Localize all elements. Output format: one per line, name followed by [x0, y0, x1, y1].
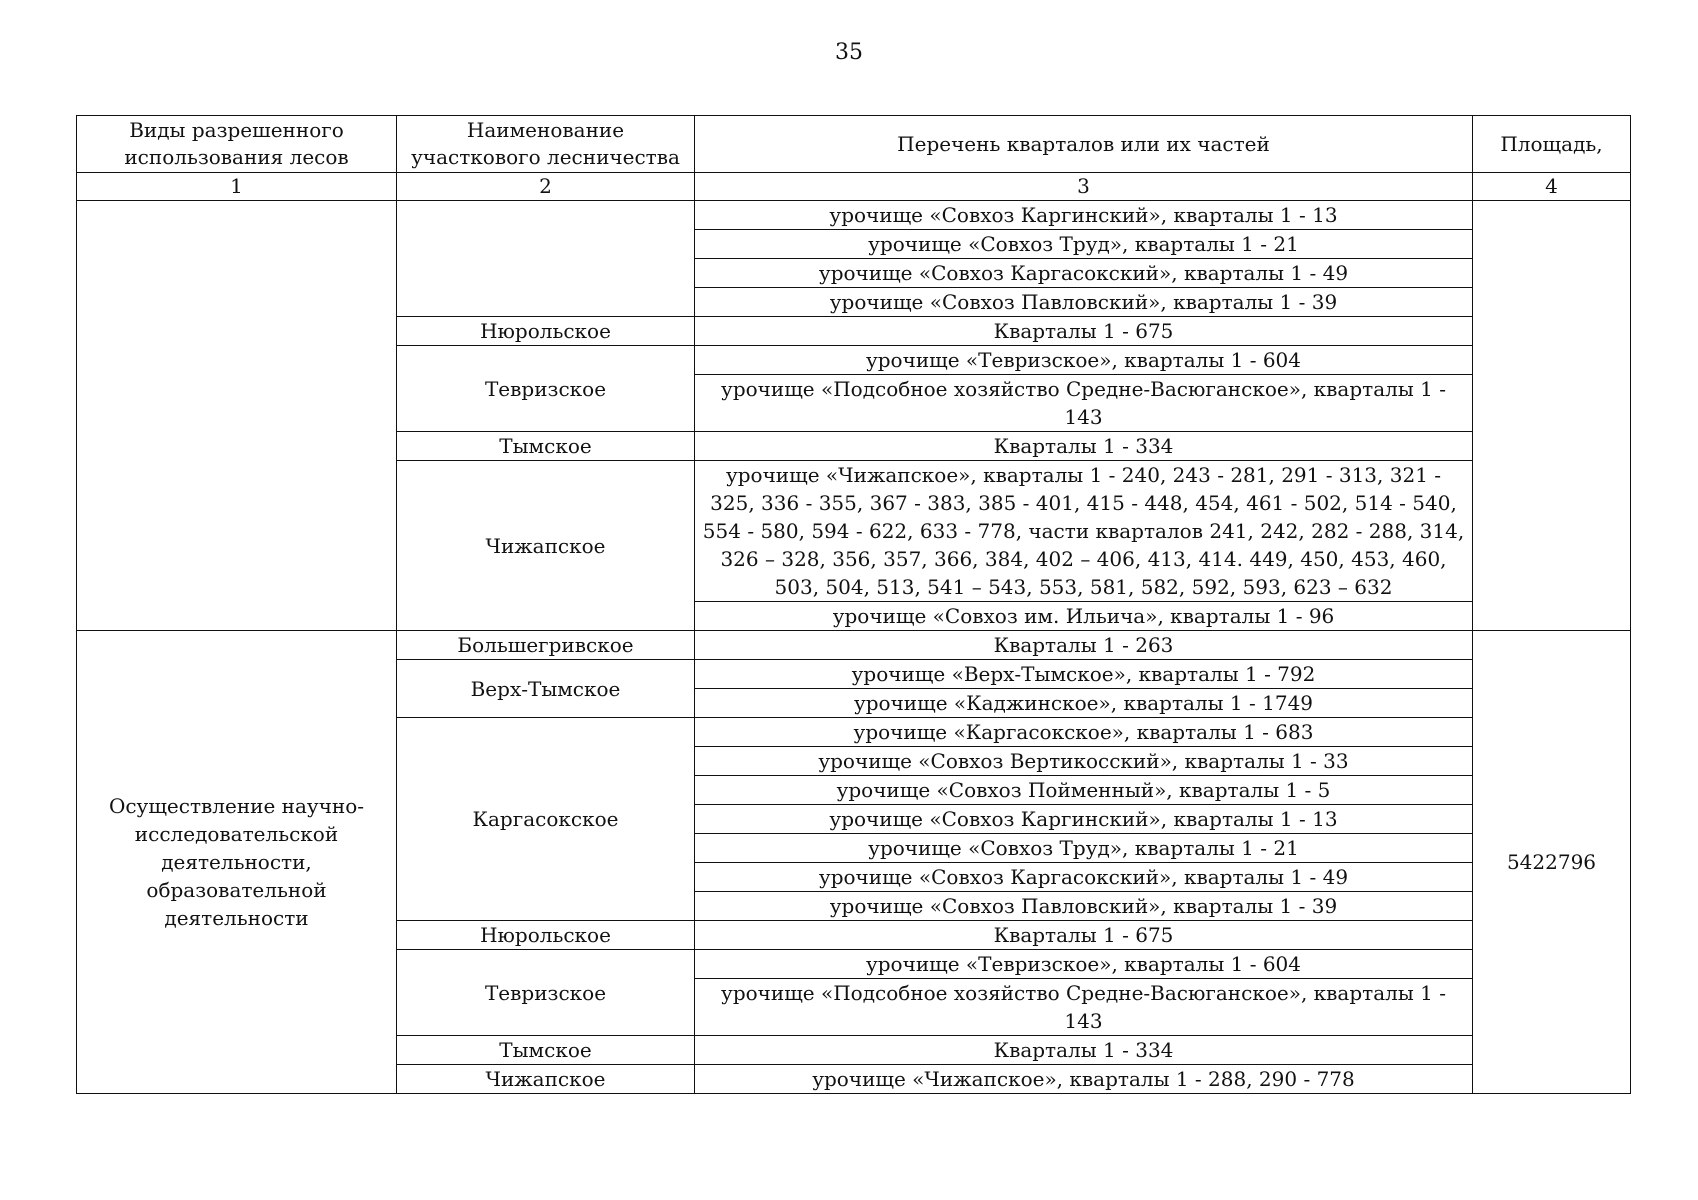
quarters-cell: Кварталы 1 - 334 — [695, 432, 1473, 461]
quarters-cell: урочище «Совхоз Труд», кварталы 1 - 21 — [695, 834, 1473, 863]
quarters-cell: урочище «Совхоз Каргинский», кварталы 1 - 13 — [695, 201, 1473, 230]
page-number: 35 — [835, 40, 863, 65]
header-forestry: Наименование участкового лесничества — [397, 116, 695, 173]
quarters-cell: урочище «Чижапское», кварталы 1 - 240, 243 - 281, 291 - 313, 321 - 325, 336 - 355, 367 - 383, 385 - 401, 415 - 448, 454, 461 - 502, 514 - 540, 554 - 580, 594 - 622, 633 - 778, части кварталов 241, 242, 282 - 288, 314, 326 – 328, 356, 357, 366, 384, 402 – 406, 413, 414. 449, 450, 453, 460, 503, 504, 513, 541 – 543, 553, 581, 582, 592, 593, 623 – 632 — [695, 461, 1473, 602]
quarters-cell: урочище «Совхоз Каргинский», кварталы 1 - 13 — [695, 805, 1473, 834]
use-type-cell: Осуществление научно-исследовательской деятельности, образовательной деятельности — [77, 631, 397, 1094]
column-number: 4 — [1473, 173, 1631, 201]
column-number: 3 — [695, 173, 1473, 201]
forest-quarters-table — [76, 115, 1631, 1094]
quarters-cell: урочище «Совхоз Каргасокский», кварталы 1 - 49 — [695, 259, 1473, 288]
quarters-cell: урочище «Совхоз Вертикосский», кварталы 1 - 33 — [695, 747, 1473, 776]
quarters-cell: урочище «Верх-Тымское», кварталы 1 - 792 — [695, 660, 1473, 689]
forestry-cell: Чижапское — [397, 461, 695, 631]
quarters-cell: урочище «Тевризское», кварталы 1 - 604 — [695, 346, 1473, 375]
quarters-cell: Кварталы 1 - 263 — [695, 631, 1473, 660]
column-number-row — [77, 173, 1631, 201]
quarters-cell: урочище «Совхоз Пойменный», кварталы 1 - 5 — [695, 776, 1473, 805]
forestry-cell: Верх-Тымское — [397, 660, 695, 718]
quarters-cell: урочище «Чижапское», кварталы 1 - 288, 290 - 778 — [695, 1065, 1473, 1094]
quarters-cell: урочище «Совхоз им. Ильича», кварталы 1 - 96 — [695, 602, 1473, 631]
quarters-cell: урочище «Совхоз Каргасокский», кварталы 1 - 49 — [695, 863, 1473, 892]
forestry-cell: Нюрольское — [397, 317, 695, 346]
table-row — [77, 631, 1631, 660]
table-row — [77, 201, 1631, 230]
quarters-cell: урочище «Совхоз Павловский», кварталы 1 - 39 — [695, 288, 1473, 317]
header-row — [77, 116, 1631, 173]
forestry-cell: Тымское — [397, 1036, 695, 1065]
quarters-cell: урочище «Каргасокское», кварталы 1 - 683 — [695, 718, 1473, 747]
quarters-cell: Кварталы 1 - 675 — [695, 317, 1473, 346]
forestry-cell: Тевризское — [397, 950, 695, 1036]
forestry-cell: Тевризское — [397, 346, 695, 432]
forestry-cell: Нюрольское — [397, 921, 695, 950]
forestry-cell — [397, 201, 695, 317]
header-quarters-list: Перечень кварталов или их частей — [695, 116, 1473, 173]
forestry-cell: Тымское — [397, 432, 695, 461]
header-area: Площадь, — [1473, 116, 1631, 173]
forestry-cell: Каргасокское — [397, 718, 695, 921]
header-use-type: Виды разрешенного использования лесов — [77, 116, 397, 173]
quarters-cell: урочище «Тевризское», кварталы 1 - 604 — [695, 950, 1473, 979]
area-cell: 5422796 — [1473, 631, 1631, 1094]
quarters-cell: Кварталы 1 - 334 — [695, 1036, 1473, 1065]
column-number: 1 — [77, 173, 397, 201]
forestry-cell: Большегривское — [397, 631, 695, 660]
quarters-cell: урочище «Совхоз Труд», кварталы 1 - 21 — [695, 230, 1473, 259]
quarters-cell: урочище «Подсобное хозяйство Средне-Васюганское», кварталы 1 - 143 — [695, 979, 1473, 1036]
forestry-cell: Чижапское — [397, 1065, 695, 1094]
column-number: 2 — [397, 173, 695, 201]
use-type-cell — [77, 201, 397, 631]
quarters-cell: урочище «Подсобное хозяйство Средне-Васюганское», кварталы 1 - 143 — [695, 375, 1473, 432]
area-cell — [1473, 201, 1631, 631]
quarters-cell: Кварталы 1 - 675 — [695, 921, 1473, 950]
quarters-cell: урочище «Совхоз Павловский», кварталы 1 - 39 — [695, 892, 1473, 921]
quarters-cell: урочище «Каджинское», кварталы 1 - 1749 — [695, 689, 1473, 718]
